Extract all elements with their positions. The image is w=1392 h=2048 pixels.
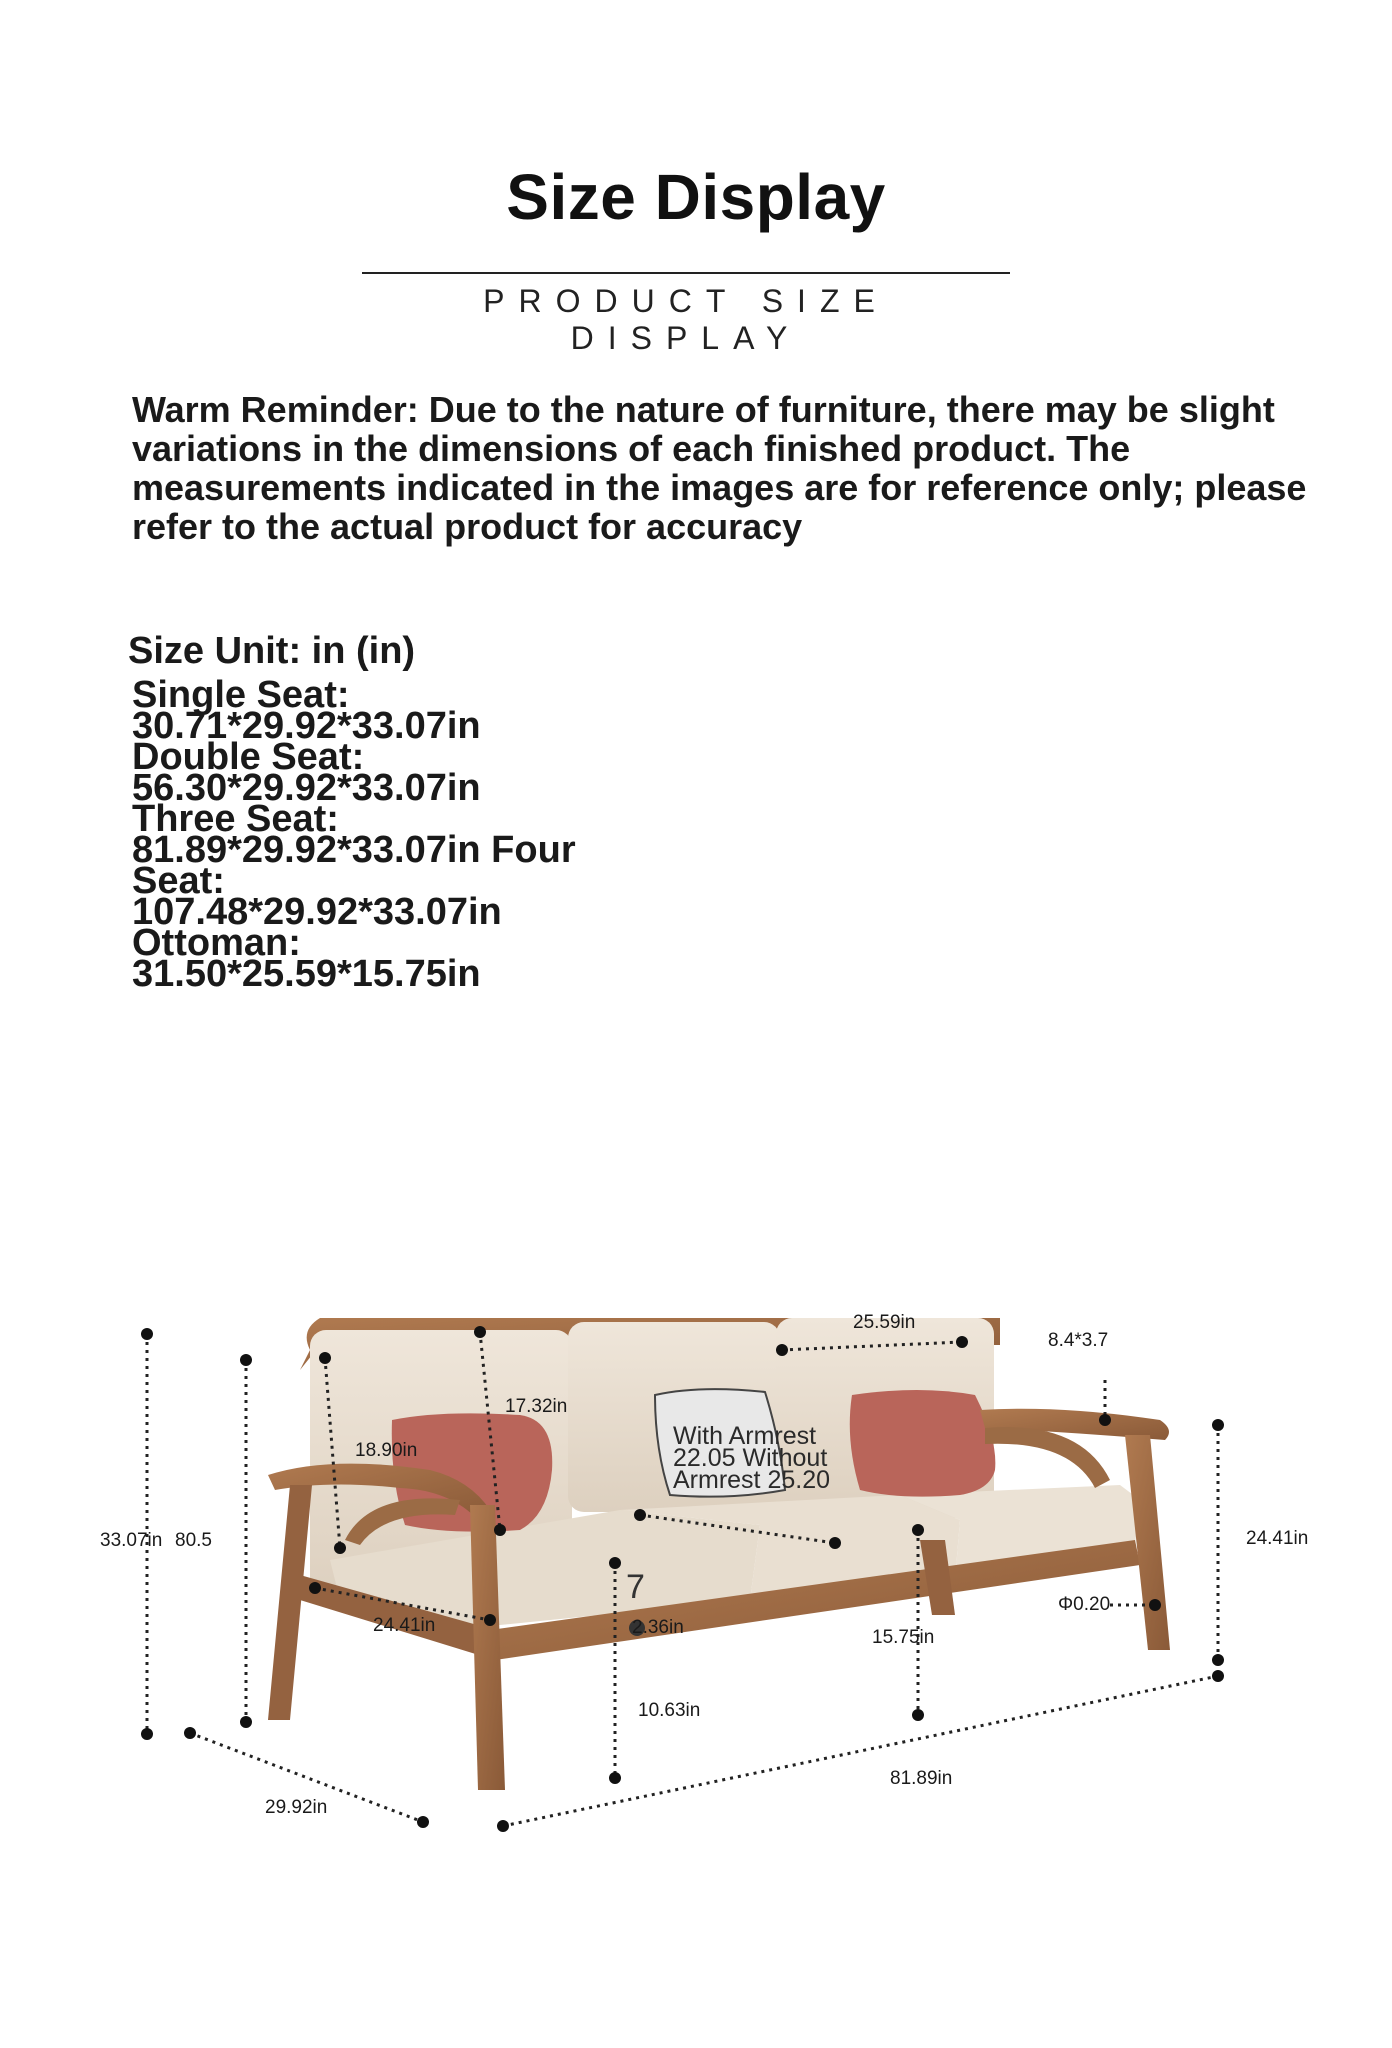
label-diameter: Φ0.20 — [1058, 1594, 1111, 1615]
size-line: 107.48*29.92*33.07in — [132, 891, 502, 933]
label-arm-section: 8.4*3.7 — [1048, 1330, 1109, 1351]
label-back-height: 17.32in — [505, 1396, 568, 1417]
right-arc — [985, 1427, 1110, 1488]
label-seven: 7 — [626, 1568, 645, 1606]
page-subtitle: PRODUCT SIZE DISPLAY — [483, 283, 889, 356]
label-width: 81.89in — [890, 1768, 953, 1789]
pillow-right — [850, 1390, 996, 1497]
label-depth: 29.92in — [265, 1797, 328, 1818]
label-seat-depth: 25.59in — [853, 1312, 916, 1333]
page-title: Size Display — [506, 161, 886, 233]
size-line: Ottoman: — [132, 922, 301, 964]
size-line: 81.89*29.92*33.07in Four — [132, 829, 576, 871]
label-total-height: 33.07in — [100, 1530, 163, 1551]
size-line: 30.71*29.92*33.07in — [132, 705, 481, 747]
label-arm-depth: 24.41in — [373, 1615, 436, 1636]
size-line: Single Seat: — [132, 674, 350, 716]
label-armrest-note: With Armrest 22.05 Without Armrest 25.20 — [673, 1422, 831, 1494]
size-unit: Size Unit: in (in) — [128, 630, 416, 672]
width-line — [503, 1676, 1218, 1826]
size-line: 56.30*29.92*33.07in — [132, 767, 481, 809]
warm-reminder: Warm Reminder: Due to the nature of furniture, there may be slight variations in the dimensions of each finished product. The measurements indicated in the images are for reference only; please refer to the actual product for accuracy — [132, 389, 1307, 547]
size-line: Seat: — [132, 860, 225, 902]
size-line: 31.50*25.59*15.75in — [132, 953, 481, 995]
label-frame-thickness: 2.36in — [632, 1617, 684, 1638]
label-angle: 80.5 — [175, 1530, 212, 1551]
label-arm-height: 24.41in — [1246, 1528, 1309, 1549]
label-leg-height: 10.63in — [638, 1700, 701, 1721]
size-line: Double Seat: — [132, 736, 365, 778]
size-line: Three Seat: — [132, 798, 339, 840]
label-seat-height: 15.75in — [872, 1627, 935, 1648]
label-cushion-height: 18.90in — [355, 1440, 418, 1461]
left-back-leg — [268, 1485, 312, 1720]
